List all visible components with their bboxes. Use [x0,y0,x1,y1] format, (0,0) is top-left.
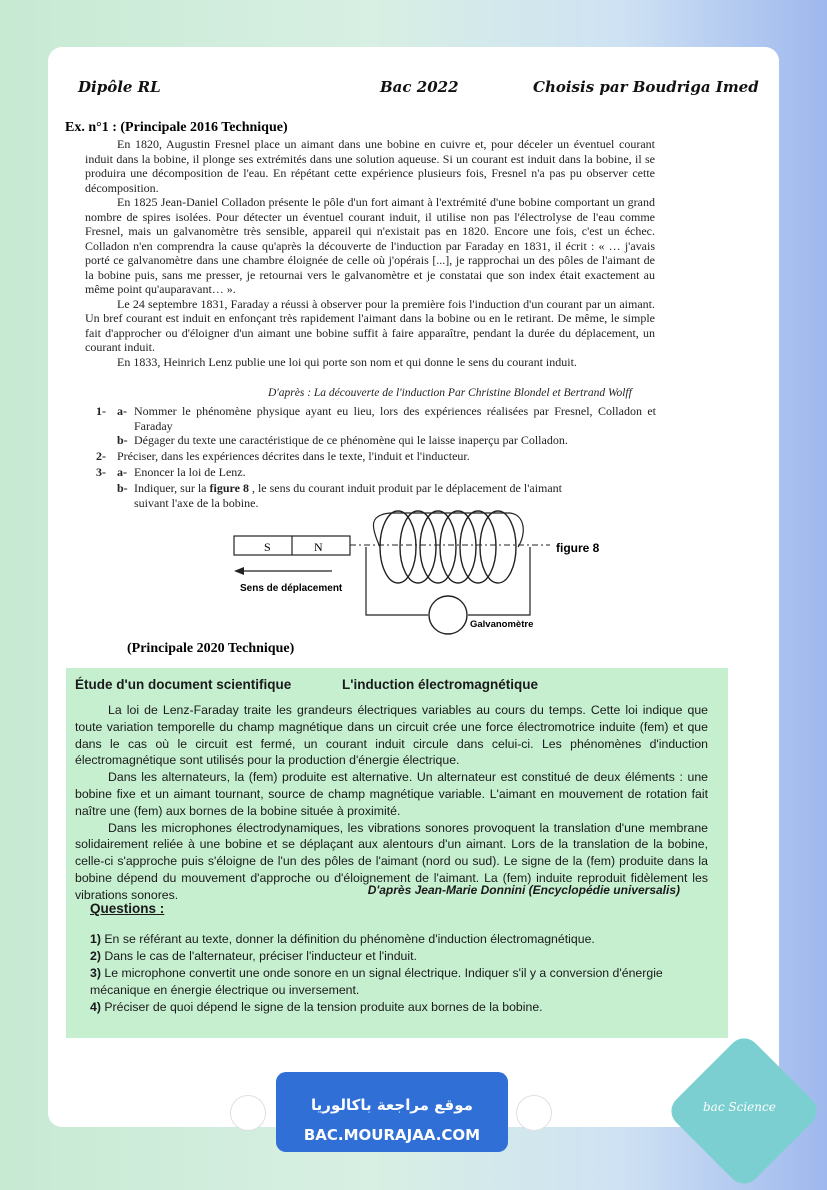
wire-left [366,547,428,615]
doc-heading: Étude d'un document scientifique [75,677,292,692]
q2-number: 2- [96,449,106,463]
q3b-letter: b- [117,481,128,495]
footer-arabic-title: موقع مراجعة باكالوريا [311,1096,473,1114]
bobine-coil [380,511,516,583]
question-4: 4) Préciser de quoi dépend le signe de la tension produite aux bornes de la bobine. [90,1000,543,1014]
q3a-letter: a- [117,465,127,479]
q3b-text: Indiquer, sur la figure 8 , le sens du courant induit produit par le déplacement de l'aimant suivant l'axe de la bobine. [134,481,563,510]
doc-title: L'induction électromagnétique [342,677,538,692]
galvanometer [429,596,467,634]
magnet-north-pole: N [314,540,323,554]
question-3: 3) Le microphone convertit une onde sonore en un signal électrique. Indiquer s'il y a conversion d'énergie mécanique en énergie électrique ou inversement. [90,966,663,997]
coil-turn [460,511,496,583]
coil-turn [400,511,436,583]
questions-heading: Questions : [90,901,165,916]
exercise-title: Ex. n°1 : (Principale 2016 Technique) [65,120,288,135]
paragraph-fresnel: En 1820, Augustin Fresnel place un aimant dans une bobine en cuivre et, pour déceler un éventuel courant induit dans la bobine, il plonge ses extrémités dans une solution aqueuse. Si un courant est induit dans la bobine, il se produira une décomposition de l'eau. En répétant cette expérience plusieurs fois, Fresnel n'a pas pu observer cette décomposition. [85,137,655,195]
doc-source: D'après Jean-Marie Donnini (Encyclopédie universalis) [367,883,680,897]
galvanometer-label: Galvanomètre [470,619,534,630]
header-chapter: Dipôle RL [78,78,161,96]
exercise-text [85,137,655,369]
q3-number: 3- [96,465,106,479]
paragraph-colladon: En 1825 Jean-Daniel Colladon présente le pôle d'un fort aimant à l'extrémité d'une bobine comportant un grand nombre de spires isolées. Pour détecter un éventuel courant induit, il utilise non pas l'électrolyse de l'eau comme Fresnel, mais un galvanomètre très sensible, appareil qui n'existait pas en 1820. Encore une fois, c'est un échec. Colladon n'en comprendra la cause qu'après la découverte de l'induction par Faraday en 1831, il écrit : « … j'avais porté ce galvanomètre dans une chambre éloignée de celle où j'opérais [...], je rapprochai un des pôles de l'aimant de la bobine puis, sans me presser, je retournai vers le galvanomètre et je constatai que son index était exactement au même point qu'auparavant… ». [85,195,655,296]
magnet-south-pole: S [264,540,271,554]
q2-text: Préciser, dans les expériences décrites dans le texte, l'induit et l'inducteur. [117,449,470,463]
question-1: 1) En se référant au texte, donner la définition du phénomène d'induction électromagnétique. [90,932,595,946]
coil-turn [480,511,516,583]
paragraph-lenz: En 1833, Heinrich Lenz publie une loi qui porte son nom et qui donne le sens du courant induit. [117,354,577,369]
question-2: 2) Dans le cas de l'alternateur, préciser l'inducteur et l'induit. [90,949,417,963]
q1a-text: Nommer le phénomène physique ayant eu lieu, lors des expériences réalisées par Fresnel, Colladon et Faraday [134,404,656,433]
figure-8-diagram [220,505,620,635]
q1b-text: Dégager du texte une caractéristique de ce phénomène qui le laisse inaperçu par Colladon. [134,433,568,447]
direction-label: Sens de déplacement [240,583,343,594]
q1b-letter: b- [117,433,128,447]
wire-right [468,547,530,615]
header-author: Choisis par Boudriga Imed [533,78,759,96]
coil-turn [420,511,456,583]
exercise-source: D'après : La découverte de l'induction Par Christine Blondel et Bertrand Wolff [268,387,632,399]
coil-turn [380,511,416,583]
doc-paragraph-alternateurs: Dans les alternateurs, la (fem) produite est alternative. Un alternateur est constitué de deux éléments : une bobine fixe et un aimant tournant, source de champ magnétique variable. L'aimant en mouvement de rotation fait naître une (fem) aux bornes de la bobine située à proximité. [75,770,708,818]
doc-paragraph-lenz-faraday: La loi de Lenz-Faraday traite les grandeurs électriques variables au cours du temps. Cette loi indique que toute variation temporelle du champ magnétique dans un circuit crée une force électromotrice induite (fem) et que dans le cas où le circuit est fermé, un courant induit circule dans celui-ci. Les phénomènes d'induction électromagnétique sont utilisés pour la production d'énergie électrique. [75,703,708,768]
q1-number: 1- [96,404,106,418]
q1a-letter: a- [117,404,127,418]
site-logo-left-icon [230,1095,266,1131]
paragraph-faraday: Le 24 septembre 1831, Faraday a réussi à observer pour la première fois l'induction d'un courant par un aimant. Un bref courant est induit en enfonçant très rapidement l'aimant dans la bobine ou en le retirant. De même, le simple fait d'approcher ou d'éloigner d'un aimant une bobine suffit à faire apparaître, pendant la durée du déplacement, un courant induit. [85,296,655,354]
header-year: Bac 2022 [380,78,459,96]
document-box [66,668,728,1038]
q3a-text: Enoncer la loi de Lenz. [134,465,246,479]
direction-arrow-head [234,567,244,575]
doc-text [75,702,708,904]
bac-science-label: bac Science [703,1100,776,1114]
coil-turn [440,511,476,583]
figure-caption: figure 8 [556,541,600,555]
doc-paragraph-microphones: Dans les microphones électrodynamiques, les vibrations sonores provoquent la translation d'une membrane solidairement reliée à une bobine et se déplaçant aux alentours d'un aimant. Lors de la translation de la bobine, celle-ci s'approche puis s'éloigne de l'un des pôles de l'aimant (nord ou sud). Le signe de la (fem) produite dans la bobine dépend du mouvement d'approche ou d'éloignement de l'aimant. La (fem) induite reproduit fidèlement les vibrations sonores. [75,820,708,902]
site-logo-right-icon [516,1095,552,1131]
footer-url[interactable]: BAC.MOURAJAA.COM [303,1126,481,1144]
section-2020-title: (Principale 2020 Technique) [127,641,295,656]
